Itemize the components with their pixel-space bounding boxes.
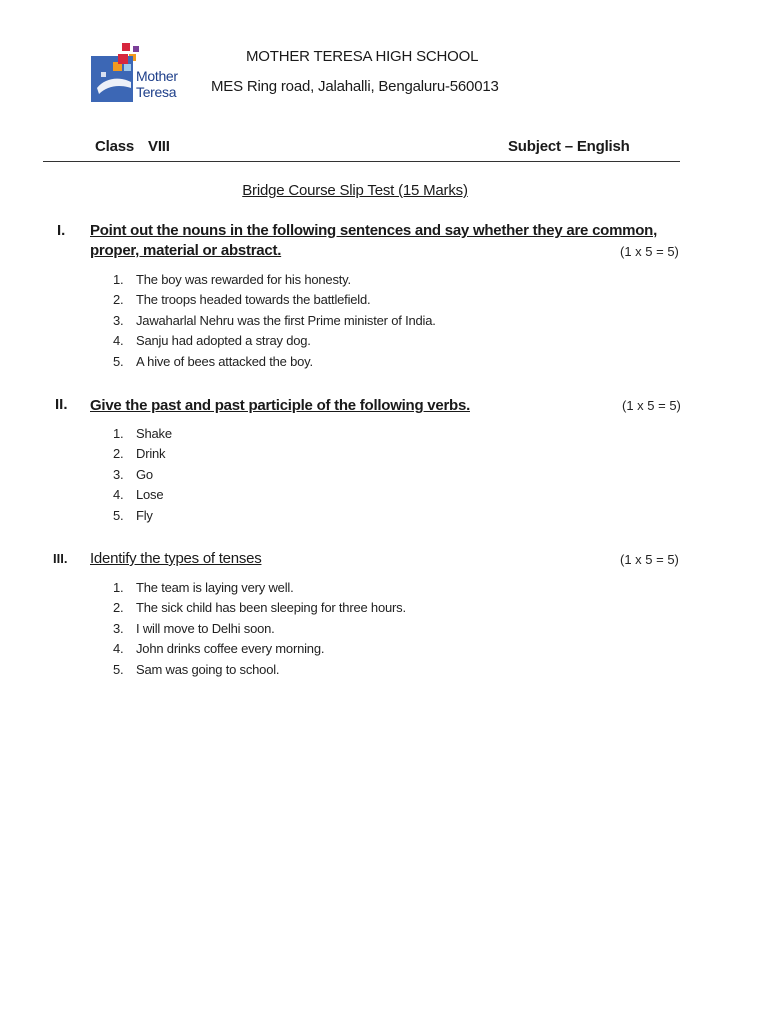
item-number: 5. [113, 508, 124, 523]
list-item [113, 662, 280, 677]
item-text: Shake [136, 426, 172, 441]
list-item [113, 313, 436, 328]
item-text: The boy was rewarded for his honesty. [136, 272, 351, 287]
item-text: Go [136, 467, 153, 482]
item-text: Sam was going to school. [136, 662, 280, 677]
list-item [113, 292, 371, 307]
item-number: 5. [113, 662, 124, 677]
list-item [113, 580, 294, 595]
item-number: 4. [113, 487, 124, 502]
list-item [113, 467, 153, 482]
item-number: 2. [113, 600, 124, 615]
marks-allocation: (1 x 5 = 5) [622, 398, 681, 413]
list-item [113, 272, 351, 287]
item-text: Lose [136, 487, 164, 502]
section-numeral: I. [57, 222, 66, 239]
header-divider [43, 161, 680, 162]
item-number: 5. [113, 354, 124, 369]
class-label: Class [95, 138, 135, 155]
list-item [113, 426, 172, 441]
list-item [113, 600, 406, 615]
item-number: 3. [113, 467, 124, 482]
item-number: 1. [113, 426, 124, 441]
question-text-line-1: Point out the nouns in the following sentences and say whether they are common, [90, 222, 657, 239]
item-text: I will move to Delhi soon. [136, 621, 275, 636]
section-numeral: II. [55, 396, 68, 413]
list-item [113, 508, 153, 523]
item-number: 1. [113, 272, 124, 287]
class-field [95, 138, 170, 155]
list-item [113, 354, 313, 369]
item-number: 3. [113, 621, 124, 636]
logo-line-2: Teresa [136, 84, 177, 100]
item-text: John drinks coffee every morning. [136, 641, 325, 656]
item-text: Jawaharlal Nehru was the first Prime minister of India. [136, 313, 436, 328]
item-text: The team is laying very well. [136, 580, 294, 595]
question-text-line-1: Identify the types of tenses [90, 550, 262, 567]
logo-wordmark [136, 69, 178, 99]
list-item [113, 621, 275, 636]
item-number: 1. [113, 580, 124, 595]
question-text-line-2: proper, material or abstract. [90, 242, 282, 259]
item-text: A hive of bees attacked the boy. [136, 354, 313, 369]
item-number: 4. [113, 641, 124, 656]
question-text-line-1: Give the past and past participle of the following verbs. [90, 397, 470, 414]
section-numeral: III. [53, 551, 68, 566]
item-number: 2. [113, 292, 124, 307]
school-name: MOTHER TERESA HIGH SCHOOL [246, 48, 479, 65]
item-text: Sanju had adopted a stray dog. [136, 333, 311, 348]
logo-line-1: Mother [136, 68, 178, 84]
item-text: The sick child has been sleeping for three hours. [136, 600, 406, 615]
list-item [113, 641, 325, 656]
school-address: MES Ring road, Jalahalli, Bengaluru-560013 [211, 78, 499, 95]
school-logo [89, 42, 189, 104]
class-value: VIII [148, 138, 170, 155]
item-number: 2. [113, 446, 124, 461]
item-text: Fly [136, 508, 153, 523]
item-number: 4. [113, 333, 124, 348]
item-text: Drink [136, 446, 166, 461]
list-item [113, 446, 166, 461]
marks-allocation: (1 x 5 = 5) [620, 552, 679, 567]
marks-allocation: (1 x 5 = 5) [620, 244, 679, 259]
item-number: 3. [113, 313, 124, 328]
test-title: Bridge Course Slip Test (15 Marks) [242, 182, 468, 199]
item-text: The troops headed towards the battlefield. [136, 292, 371, 307]
list-item [113, 333, 311, 348]
subject-field: Subject – English [508, 138, 630, 155]
list-item [113, 487, 164, 502]
